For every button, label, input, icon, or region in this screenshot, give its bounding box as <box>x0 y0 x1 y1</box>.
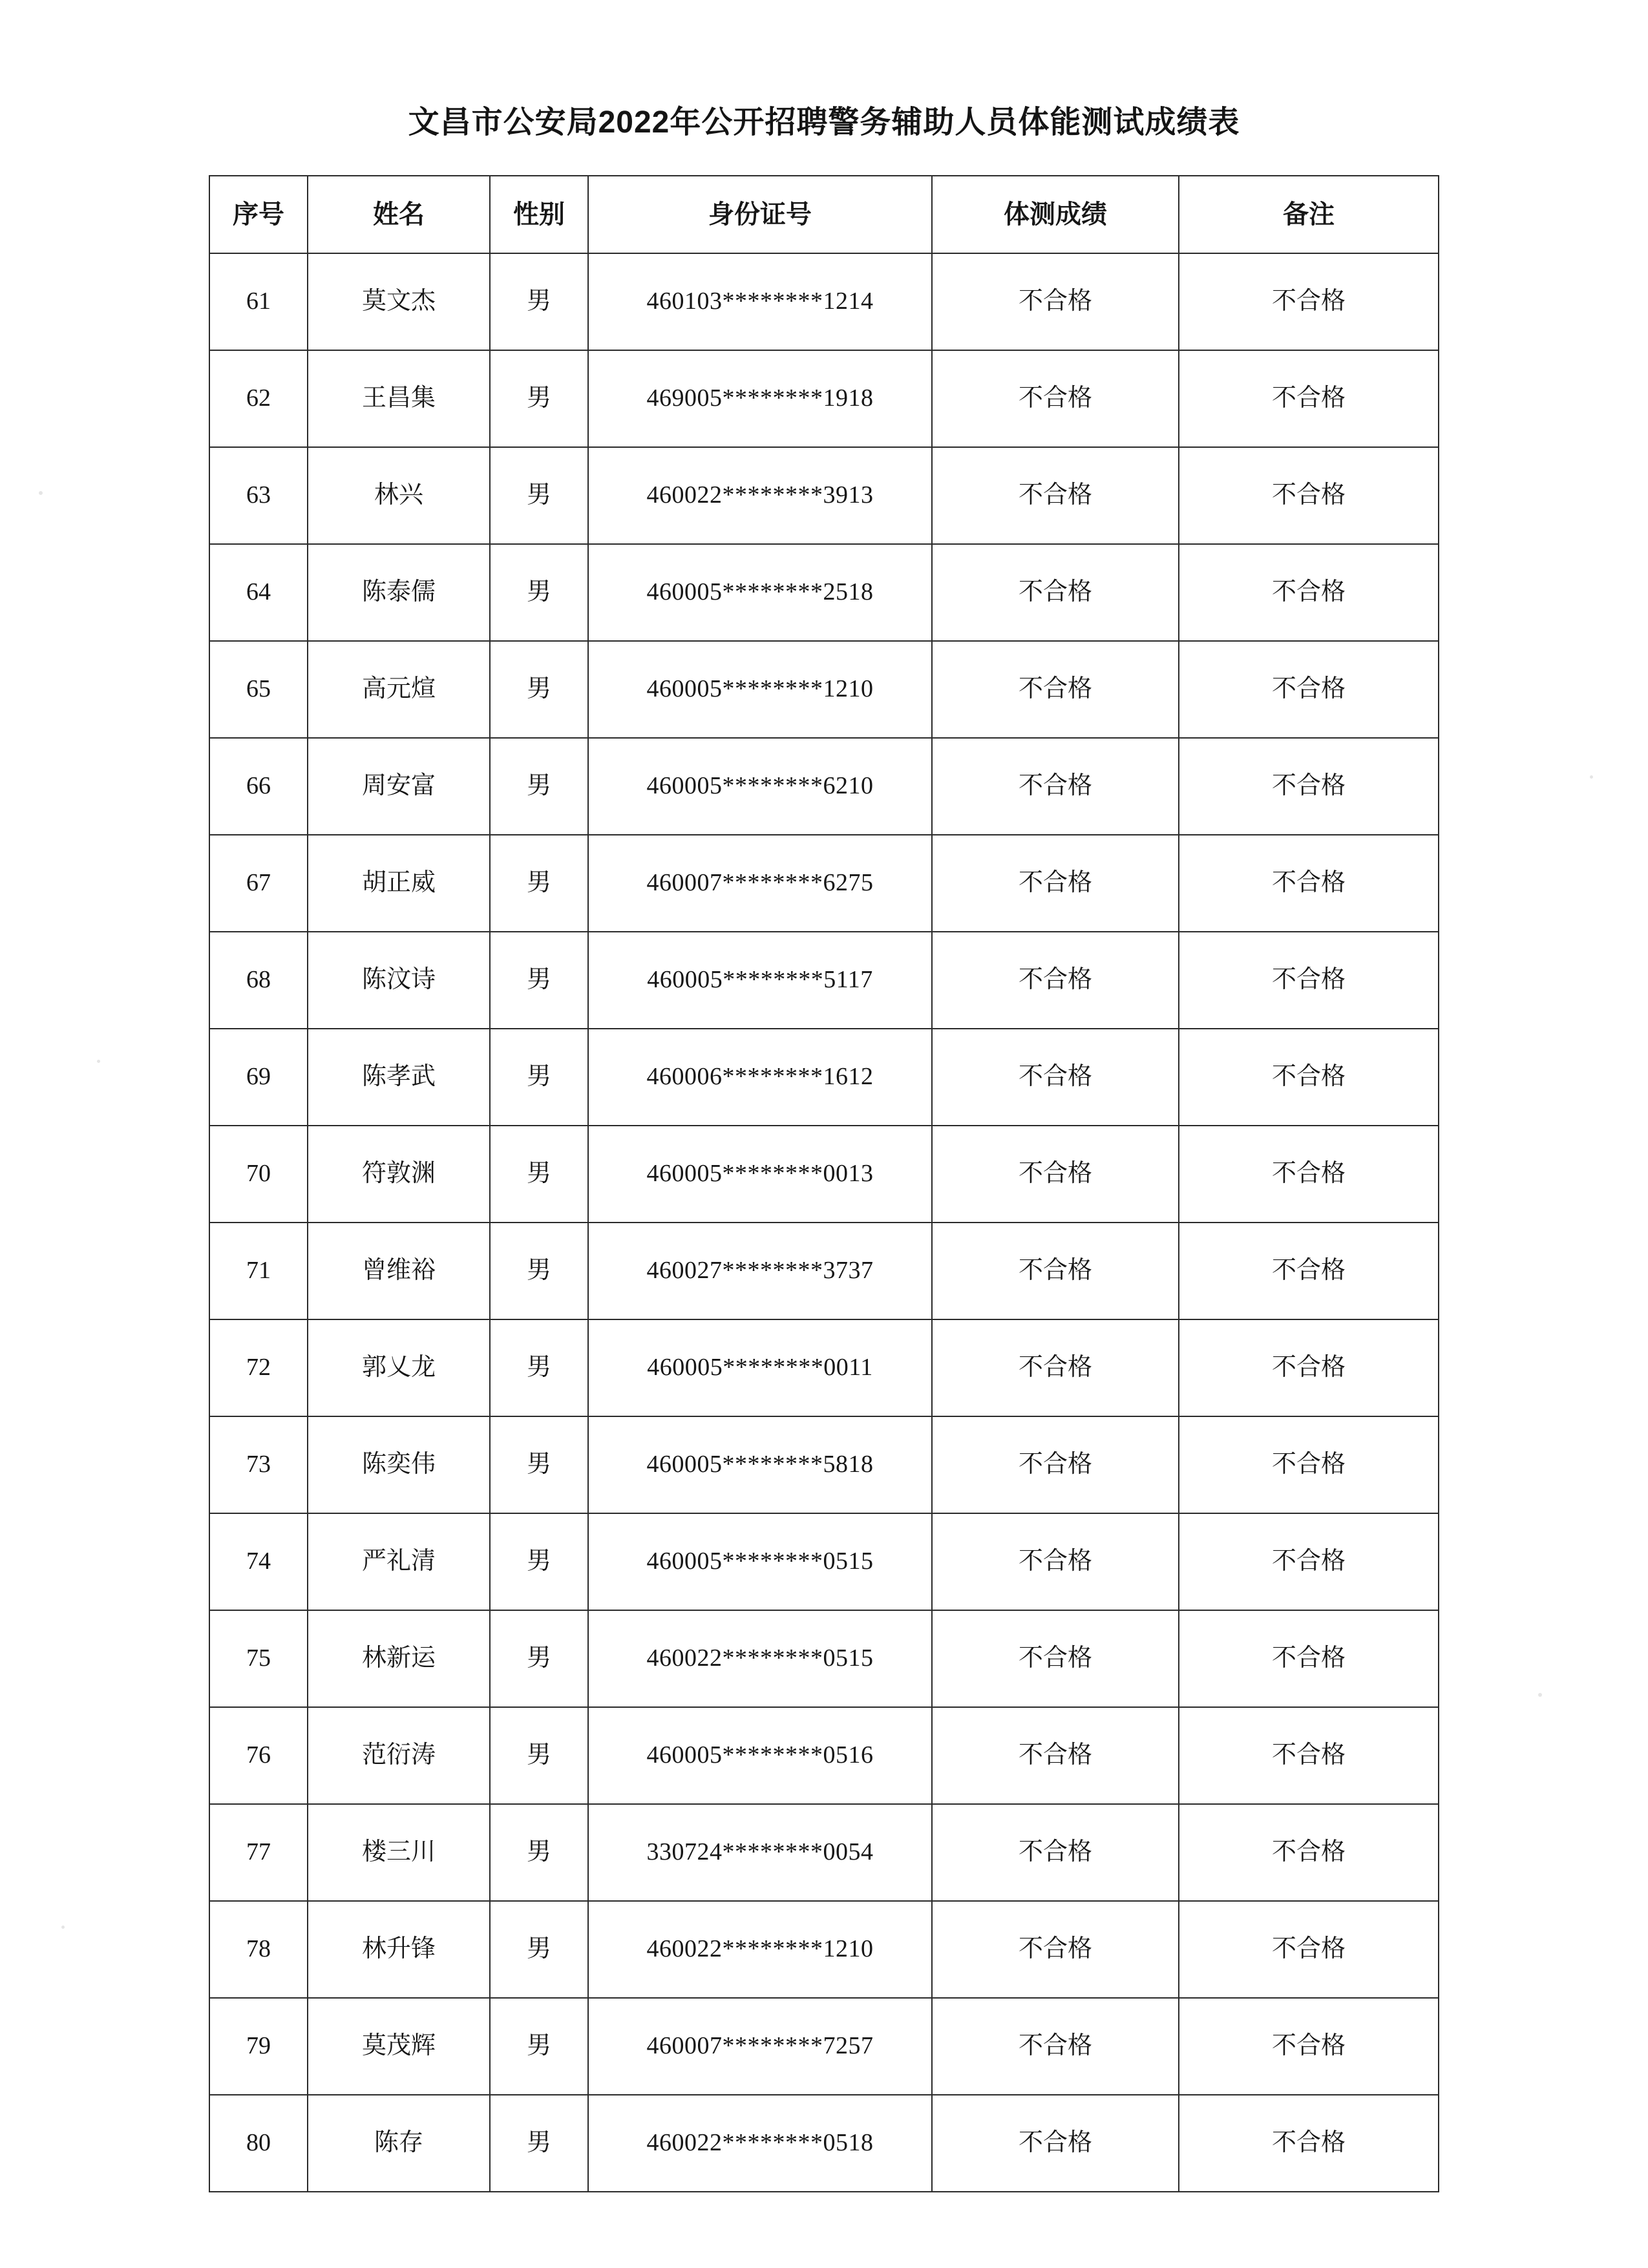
cell-gender: 男 <box>490 1029 588 1126</box>
table-row <box>209 1610 1439 1707</box>
cell-name: 林升锋 <box>308 1901 490 1998</box>
cell-remark: 不合格 <box>1179 1513 1439 1610</box>
cell-remark: 不合格 <box>1179 641 1439 738</box>
table-header-row <box>209 176 1439 253</box>
cell-index: 79 <box>209 1998 308 2095</box>
cell-index: 71 <box>209 1223 308 1319</box>
cell-score: 不合格 <box>932 1223 1179 1319</box>
table-row <box>209 835 1439 932</box>
cell-remark: 不合格 <box>1179 1416 1439 1513</box>
cell-gender: 男 <box>490 1901 588 1998</box>
cell-index: 73 <box>209 1416 308 1513</box>
cell-remark: 不合格 <box>1179 447 1439 544</box>
cell-gender: 男 <box>490 1804 588 1901</box>
cell-score: 不合格 <box>932 253 1179 350</box>
cell-name: 林新运 <box>308 1610 490 1707</box>
cell-remark: 不合格 <box>1179 1707 1439 1804</box>
table-row <box>209 641 1439 738</box>
cell-remark: 不合格 <box>1179 738 1439 835</box>
table-row <box>209 1707 1439 1804</box>
cell-id-number: 460005********1210 <box>588 641 932 738</box>
column-header-remark: 备注 <box>1179 176 1439 253</box>
table-body <box>209 253 1439 2192</box>
cell-id-number: 460007********6275 <box>588 835 932 932</box>
cell-score: 不合格 <box>932 641 1179 738</box>
cell-id-number: 460022********0515 <box>588 1610 932 1707</box>
cell-index: 78 <box>209 1901 308 1998</box>
cell-remark: 不合格 <box>1179 1126 1439 1223</box>
physical-test-score-table <box>209 175 1439 2192</box>
cell-index: 76 <box>209 1707 308 1804</box>
cell-score: 不合格 <box>932 1998 1179 2095</box>
cell-index: 66 <box>209 738 308 835</box>
cell-id-number: 460103********1214 <box>588 253 932 350</box>
cell-gender: 男 <box>490 1319 588 1416</box>
cell-score: 不合格 <box>932 1416 1179 1513</box>
table-row <box>209 1416 1439 1513</box>
cell-score: 不合格 <box>932 447 1179 544</box>
column-header-name: 姓名 <box>308 176 490 253</box>
page-title: 文昌市公安局2022年公开招聘警务辅助人员体能测试成绩表 <box>408 105 1240 140</box>
cell-gender: 男 <box>490 1223 588 1319</box>
cell-remark: 不合格 <box>1179 1610 1439 1707</box>
cell-index: 63 <box>209 447 308 544</box>
column-header-score: 体测成绩 <box>932 176 1179 253</box>
cell-score: 不合格 <box>932 1126 1179 1223</box>
cell-id-number: 460027********3737 <box>588 1223 932 1319</box>
table-row <box>209 544 1439 641</box>
cell-index: 80 <box>209 2095 308 2192</box>
cell-id-number: 460005********2518 <box>588 544 932 641</box>
cell-name: 符敦渊 <box>308 1126 490 1223</box>
cell-remark: 不合格 <box>1179 835 1439 932</box>
cell-index: 72 <box>209 1319 308 1416</box>
cell-name: 莫茂辉 <box>308 1998 490 2095</box>
cell-name: 陈存 <box>308 2095 490 2192</box>
cell-index: 65 <box>209 641 308 738</box>
cell-index: 61 <box>209 253 308 350</box>
cell-id-number: 460022********3913 <box>588 447 932 544</box>
column-header-index: 序号 <box>209 176 308 253</box>
table-row <box>209 350 1439 447</box>
cell-remark: 不合格 <box>1179 253 1439 350</box>
table-row <box>209 1804 1439 1901</box>
cell-id-number: 460005********0013 <box>588 1126 932 1223</box>
cell-score: 不合格 <box>932 835 1179 932</box>
cell-name: 楼三川 <box>308 1804 490 1901</box>
cell-gender: 男 <box>490 1998 588 2095</box>
table-row <box>209 1029 1439 1126</box>
table-row <box>209 2095 1439 2192</box>
cell-index: 67 <box>209 835 308 932</box>
cell-id-number: 460005********6210 <box>588 738 932 835</box>
table-row <box>209 932 1439 1029</box>
cell-remark: 不合格 <box>1179 544 1439 641</box>
cell-score: 不合格 <box>932 1707 1179 1804</box>
cell-name: 王昌集 <box>308 350 490 447</box>
table-row <box>209 1998 1439 2095</box>
cell-gender: 男 <box>490 1416 588 1513</box>
cell-score: 不合格 <box>932 544 1179 641</box>
cell-id-number: 460005********0515 <box>588 1513 932 1610</box>
cell-remark: 不合格 <box>1179 1223 1439 1319</box>
cell-name: 曾维裕 <box>308 1223 490 1319</box>
table-header <box>209 176 1439 253</box>
cell-index: 75 <box>209 1610 308 1707</box>
cell-score: 不合格 <box>932 932 1179 1029</box>
cell-gender: 男 <box>490 350 588 447</box>
cell-id-number: 460007********7257 <box>588 1998 932 2095</box>
cell-gender: 男 <box>490 2095 588 2192</box>
cell-score: 不合格 <box>932 1804 1179 1901</box>
cell-index: 64 <box>209 544 308 641</box>
cell-gender: 男 <box>490 544 588 641</box>
cell-id-number: 460005********0011 <box>588 1319 932 1416</box>
cell-score: 不合格 <box>932 350 1179 447</box>
cell-name: 林兴 <box>308 447 490 544</box>
cell-index: 68 <box>209 932 308 1029</box>
cell-gender: 男 <box>490 1513 588 1610</box>
cell-id-number: 460005********5818 <box>588 1416 932 1513</box>
cell-remark: 不合格 <box>1179 350 1439 447</box>
cell-gender: 男 <box>490 738 588 835</box>
cell-gender: 男 <box>490 1707 588 1804</box>
cell-remark: 不合格 <box>1179 1029 1439 1126</box>
cell-index: 74 <box>209 1513 308 1610</box>
cell-index: 62 <box>209 350 308 447</box>
cell-remark: 不合格 <box>1179 1804 1439 1901</box>
cell-score: 不合格 <box>932 1319 1179 1416</box>
table-row <box>209 1223 1439 1319</box>
cell-remark: 不合格 <box>1179 1901 1439 1998</box>
cell-name: 陈汶诗 <box>308 932 490 1029</box>
cell-name: 莫文杰 <box>308 253 490 350</box>
cell-name: 胡正威 <box>308 835 490 932</box>
cell-remark: 不合格 <box>1179 1319 1439 1416</box>
table-row <box>209 738 1439 835</box>
cell-index: 69 <box>209 1029 308 1126</box>
cell-gender: 男 <box>490 835 588 932</box>
cell-id-number: 460006********1612 <box>588 1029 932 1126</box>
cell-index: 77 <box>209 1804 308 1901</box>
cell-score: 不合格 <box>932 1513 1179 1610</box>
cell-gender: 男 <box>490 932 588 1029</box>
cell-id-number: 460005********5117 <box>588 932 932 1029</box>
cell-score: 不合格 <box>932 1029 1179 1126</box>
cell-score: 不合格 <box>932 2095 1179 2192</box>
cell-name: 严礼清 <box>308 1513 490 1610</box>
cell-name: 陈奕伟 <box>308 1416 490 1513</box>
cell-id-number: 460022********1210 <box>588 1901 932 1998</box>
cell-name: 郭乂龙 <box>308 1319 490 1416</box>
table-row <box>209 447 1439 544</box>
table-row <box>209 1126 1439 1223</box>
cell-remark: 不合格 <box>1179 2095 1439 2192</box>
cell-gender: 男 <box>490 641 588 738</box>
cell-gender: 男 <box>490 253 588 350</box>
cell-id-number: 460022********0518 <box>588 2095 932 2192</box>
cell-id-number: 469005********1918 <box>588 350 932 447</box>
table-row <box>209 1319 1439 1416</box>
cell-gender: 男 <box>490 1610 588 1707</box>
cell-remark: 不合格 <box>1179 932 1439 1029</box>
cell-score: 不合格 <box>932 738 1179 835</box>
cell-gender: 男 <box>490 447 588 544</box>
cell-score: 不合格 <box>932 1610 1179 1707</box>
cell-score: 不合格 <box>932 1901 1179 1998</box>
table-row <box>209 1901 1439 1998</box>
cell-gender: 男 <box>490 1126 588 1223</box>
cell-index: 70 <box>209 1126 308 1223</box>
cell-remark: 不合格 <box>1179 1998 1439 2095</box>
cell-name: 陈泰儒 <box>308 544 490 641</box>
column-header-gender: 性别 <box>490 176 588 253</box>
cell-name: 陈孝武 <box>308 1029 490 1126</box>
cell-name: 周安富 <box>308 738 490 835</box>
cell-id-number: 460005********0516 <box>588 1707 932 1804</box>
table-row <box>209 253 1439 350</box>
cell-id-number: 330724********0054 <box>588 1804 932 1901</box>
table-row <box>209 1513 1439 1610</box>
cell-name: 范衍涛 <box>308 1707 490 1804</box>
cell-name: 高元煊 <box>308 641 490 738</box>
column-header-id-number: 身份证号 <box>588 176 932 253</box>
